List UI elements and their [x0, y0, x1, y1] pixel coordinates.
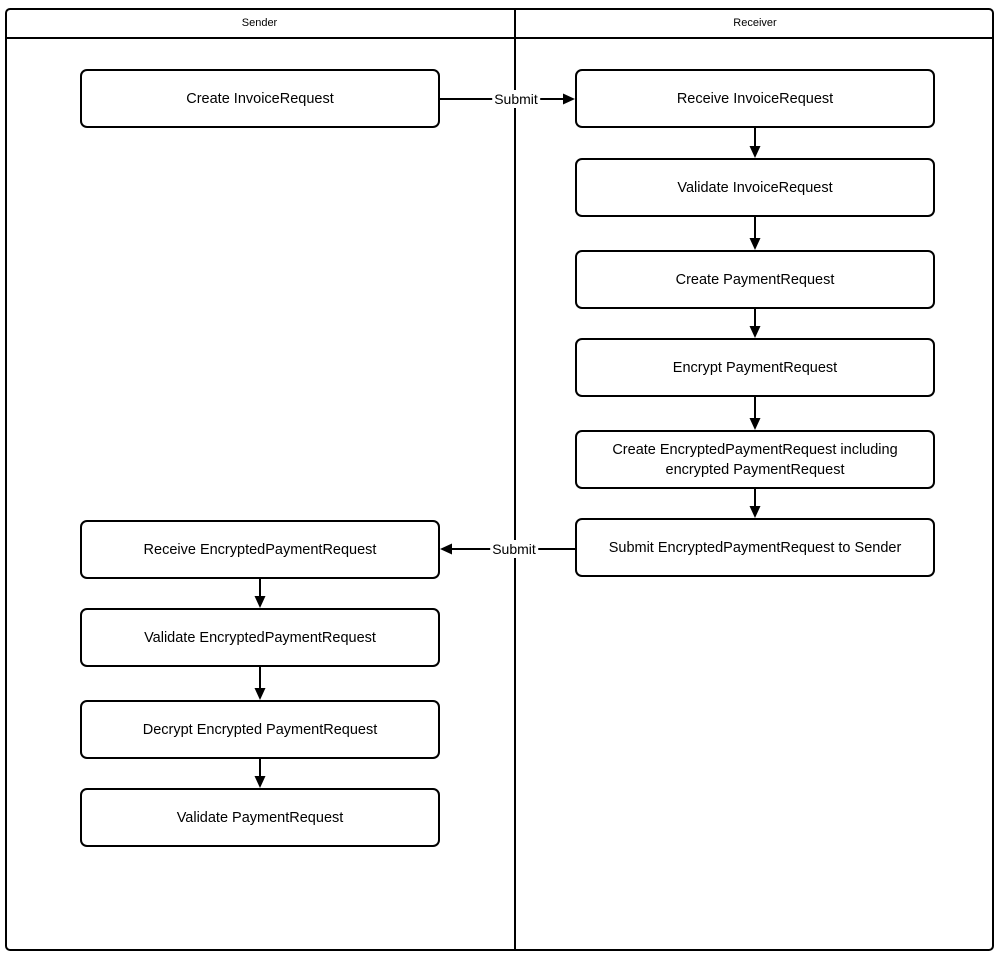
node-create-invoice-request: Create InvoiceRequest: [80, 69, 440, 128]
lane-title-receiver: Receiver: [733, 17, 777, 29]
node-receive-encrypted-payment-request: Receive EncryptedPaymentRequest: [80, 520, 440, 579]
node-encrypt-payment-request: Encrypt PaymentRequest: [575, 338, 935, 397]
node-receive-invoice-request: Receive InvoiceRequest: [575, 69, 935, 128]
node-create-encrypted-payment-request: Create EncryptedPaymentRequest including encrypted PaymentRequest: [575, 430, 935, 489]
node-create-payment-request: Create PaymentRequest: [575, 250, 935, 309]
node-decrypt-encrypted-payment-request: Decrypt Encrypted PaymentRequest: [80, 700, 440, 759]
node-validate-encrypted-payment-request: Validate EncryptedPaymentRequest: [80, 608, 440, 667]
edge-label-submit-invoice: Submit: [494, 91, 538, 107]
lane-title-sender: Sender: [241, 17, 278, 29]
node-validate-invoice-request: Validate InvoiceRequest: [575, 158, 935, 217]
node-validate-payment-request: Validate PaymentRequest: [80, 788, 440, 847]
edge-label-submit-payment: Submit: [492, 541, 536, 557]
lane-divider-line: [514, 8, 516, 951]
node-submit-encrypted-payment-request: Submit EncryptedPaymentRequest to Sender: [575, 518, 935, 577]
